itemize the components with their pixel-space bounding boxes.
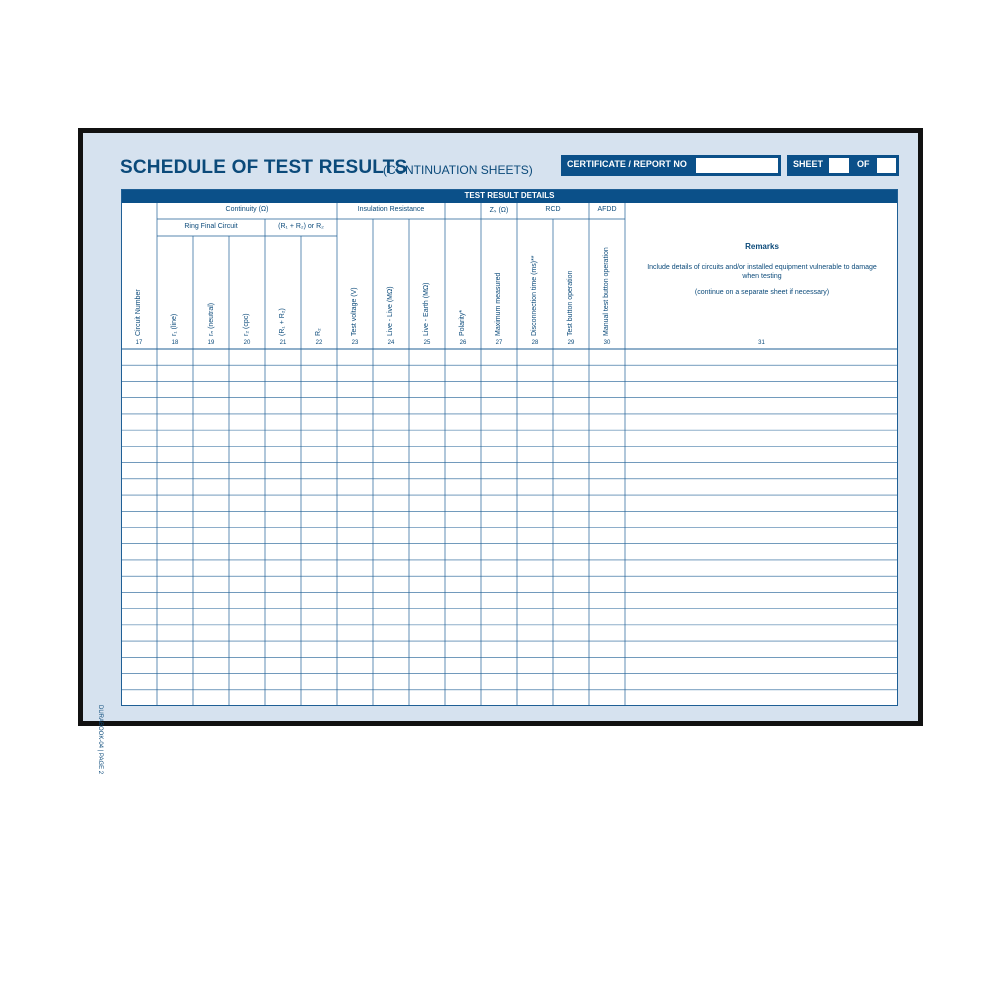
column-header-label: Maximum measured (495, 272, 502, 336)
column-number: 31 (758, 340, 765, 346)
group-afdd: AFDD (597, 206, 617, 213)
remarks-note: Include details of circuits and/or installed equipment vulnerable to damage when testing (647, 264, 877, 280)
column-header-label: (R₁ + R₂) (279, 308, 286, 336)
group-continuity: Continuity (Ω) (225, 206, 269, 213)
column-header-label: rₙ (neutral) (208, 302, 215, 336)
column-number: 24 (387, 340, 395, 346)
column-number: 25 (423, 340, 431, 346)
column-number: 17 (135, 340, 143, 346)
sheet-label: SHEET (793, 159, 824, 169)
column-header-label: Live - Live (MΩ) (387, 286, 394, 336)
column-header-label: Live - Earth (MΩ) (423, 282, 430, 336)
group-rcd: RCD (545, 206, 561, 213)
certificate-input[interactable] (696, 158, 778, 173)
sheet-total-input[interactable] (877, 158, 896, 173)
column-number: 27 (495, 340, 503, 346)
form-frame (78, 128, 923, 775)
sheet-number-field (787, 155, 899, 176)
column-number: 19 (207, 340, 215, 346)
test-results-table (121, 189, 898, 706)
group-zs: Zₛ (Ω) (489, 207, 509, 214)
side-footer-text: DURABOOK-04 | PAGE 2 (97, 705, 103, 775)
column-header-label: Disconnection time (ms)** (531, 255, 538, 336)
form-sheet (83, 133, 918, 775)
column-number: 28 (531, 340, 539, 346)
column-number: 18 (171, 340, 179, 346)
table-banner: TEST RESULT DETAILS (121, 189, 898, 203)
group-r1r2: (R₁ + R₂) or R₂ (278, 223, 324, 230)
column-header-label: Polarity* (459, 309, 466, 336)
column-header-label: r₁ (line) (171, 313, 178, 336)
column-number: 20 (243, 340, 251, 346)
column-number: 23 (351, 340, 359, 346)
remarks-title: Remarks (745, 242, 779, 251)
column-header-label: Test button operation (567, 270, 574, 336)
column-header-label: Manual test button operation (603, 247, 610, 336)
group-ring-final: Ring Final Circuit (184, 223, 238, 230)
certificate-label: CERTIFICATE / REPORT NO (567, 159, 687, 169)
column-header-label: Test voltage (V) (351, 287, 358, 336)
remarks-continue-note: (continue on a separate sheet if necessary) (694, 289, 830, 296)
column-number: 26 (459, 340, 467, 346)
sheet-input[interactable] (829, 158, 849, 173)
column-number: 29 (567, 340, 575, 346)
group-insulation: Insulation Resistance (357, 206, 425, 213)
page-subtitle: (CONTINUATION SHEETS) (383, 163, 533, 177)
of-label: OF (857, 159, 870, 169)
column-number: 22 (315, 340, 323, 346)
column-header-label: Circuit Number (135, 289, 142, 336)
column-header-label: R₂ (315, 328, 322, 336)
column-number: 30 (603, 340, 611, 346)
certificate-field (561, 155, 781, 176)
column-header-label: r₂ (cpc) (243, 313, 250, 336)
page-title: SCHEDULE OF TEST RESULTS (120, 157, 408, 178)
column-number: 21 (279, 340, 287, 346)
